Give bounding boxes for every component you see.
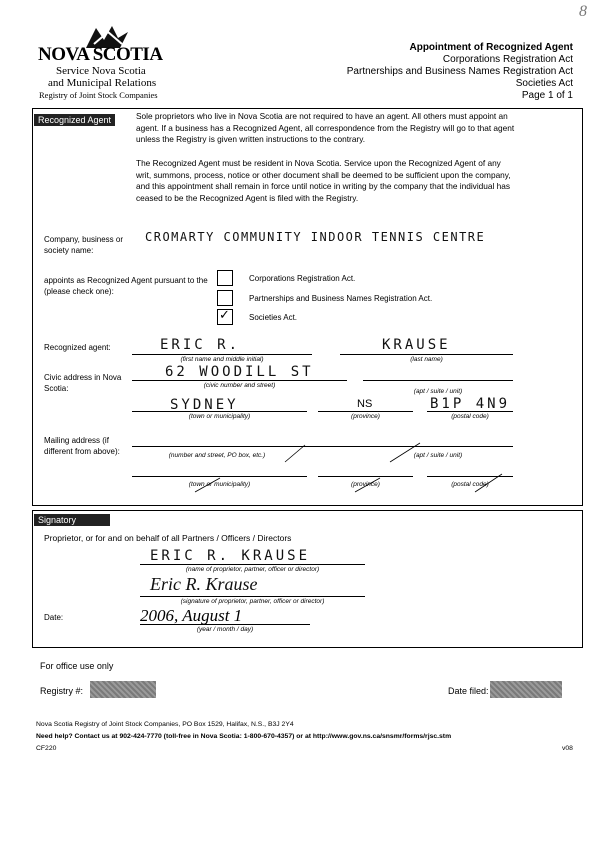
dept-line3: Registry of Joint Stock Companies — [39, 90, 158, 100]
mail-province-caption: (province) — [351, 481, 380, 488]
province-caption: (province) — [351, 413, 380, 420]
registry-number-label: Registry #: — [40, 686, 84, 696]
postal-code-value[interactable]: B1P 4N9 — [430, 396, 511, 412]
corporations-act-label: Corporations Registration Act. — [249, 274, 356, 283]
town-caption: (town or municipality) — [188, 413, 251, 420]
postal-code-caption: (postal code) — [451, 413, 489, 420]
province-line — [318, 411, 413, 412]
act-line1: Corporations Registration Act — [442, 54, 573, 65]
date-line — [140, 624, 310, 625]
page-indicator: Page 1 of 1 — [521, 90, 573, 101]
societies-act-label: Societies Act. — [249, 313, 298, 322]
date-caption: (year / month / day) — [196, 626, 254, 633]
check-mark-icon: ✓ — [219, 307, 230, 322]
signatory-tag: Signatory — [34, 514, 110, 526]
civic-street-value[interactable]: 62 WOODILL ST — [165, 364, 314, 380]
partnerships-act-label: Partnerships and Business Names Registration Act. — [249, 294, 433, 303]
footer-address: Nova Scotia Registry of Joint Stock Companies, PO Box 1529, Halifax, N.S., B3J 2Y4 — [36, 721, 294, 728]
signature-line — [140, 596, 365, 597]
form-header — [347, 42, 573, 102]
date-filed-field — [490, 681, 562, 698]
appoints-label: appoints as Recognized Agent pursuant to the (please check one): — [44, 276, 208, 296]
act-line2: Partnerships and Business Names Registration Act — [346, 66, 573, 77]
recognized-agent-label: Recognized agent: — [44, 343, 111, 352]
recognized-agent-tag: Recognized Agent — [34, 114, 115, 126]
form-code: CF220 — [36, 745, 57, 752]
agent-para1: Sole proprietors who live in Nova Scotia are not required to have an agent. All others must appoint an agent. If a business has a Recognized Agent, all correspondence from the Registry will go to that agent unless the Registry is given written instructions to the contrary. — [136, 111, 515, 144]
dept-line2: and Municipal Relations — [48, 77, 157, 89]
mail-apt-caption: (apt / suite / unit) — [413, 452, 463, 459]
page-number-mark: 8 — [579, 3, 587, 20]
mail-town-caption: (town or municipality) — [188, 481, 251, 488]
province-value[interactable]: NS — [357, 398, 373, 410]
partnerships-act-checkbox[interactable] — [217, 290, 233, 306]
date-value[interactable]: 2006, August 1 — [140, 606, 243, 625]
date-label: Date: — [44, 613, 64, 622]
civic-address-label: Civic address in Nova Scotia: — [44, 373, 122, 393]
signatory-name-value[interactable]: ERIC R. KRAUSE — [150, 548, 311, 564]
form-version: v08 — [562, 745, 573, 752]
signatory-intro: Proprietor, or for and on behalf of all Partners / Officers / Directors — [44, 533, 292, 543]
town-line — [132, 411, 307, 412]
act-line3: Societies Act — [515, 78, 573, 89]
agent-last-name-value[interactable]: KRAUSE — [382, 337, 451, 353]
agent-para2: The Recognized Agent must be resident in Nova Scotia. Service upon the Recognized Agent of any writ, summons, process, notice or other document shall be deemed to be sufficient upon the company, and this appointment shall remain in force until notice in writing by the company that the individual has ceased to be the Recognized Agent is filed with the Registry. — [136, 158, 511, 203]
mail-postal-caption: (postal code) — [451, 481, 489, 488]
dept-line1: Service Nova Scotia — [56, 65, 146, 77]
signatory-name-line — [140, 564, 365, 565]
mailing-address-label: Mailing address (if different from above): — [44, 436, 120, 456]
company-name-value[interactable]: CROMARTY COMMUNITY INDOOR TENNIS CENTRE — [145, 230, 486, 244]
office-use-title: For office use only — [40, 661, 114, 671]
mail-street-caption: (number and street, PO box, etc.) — [168, 452, 266, 459]
civic-street-caption: (civic number and street) — [203, 382, 276, 389]
footer-help: Need help? Contact us at 902-424-7770 (toll-free in Nova Scotia: 1-800-670-4357) or at http://www.gov.ns.ca/snsmr/forms/rjsc.stm — [36, 733, 452, 740]
registry-number-field — [90, 681, 156, 698]
postal-code-line — [427, 411, 513, 412]
signature-value[interactable]: Eric R. Krause — [150, 574, 258, 594]
signatory-name-caption: (name of proprietor, partner, officer or director) — [185, 566, 320, 573]
societies-act-checkbox[interactable] — [217, 309, 233, 325]
last-name-line — [340, 354, 513, 355]
civic-apt-caption: (apt / suite / unit) — [413, 388, 463, 395]
logo-wordmark: NOVA SCOTIA — [38, 44, 163, 65]
form-title: Appointment of Recognized Agent — [409, 42, 573, 53]
first-name-line — [132, 354, 312, 355]
first-name-caption: (first name and middle initial) — [180, 356, 264, 363]
agent-first-name-value[interactable]: ERIC R. — [160, 337, 241, 353]
last-name-caption: (last name) — [410, 356, 443, 363]
strike-through-marks — [130, 440, 520, 495]
civic-apt-line — [363, 380, 513, 381]
date-filed-label: Date filed: — [448, 686, 489, 696]
company-label: Company, business or society name: — [44, 235, 123, 255]
signature-caption: (signature of proprietor, partner, officer or director) — [180, 598, 325, 605]
corporations-act-checkbox[interactable] — [217, 270, 233, 286]
town-value[interactable]: SYDNEY — [170, 397, 239, 413]
civic-street-line — [132, 380, 347, 381]
